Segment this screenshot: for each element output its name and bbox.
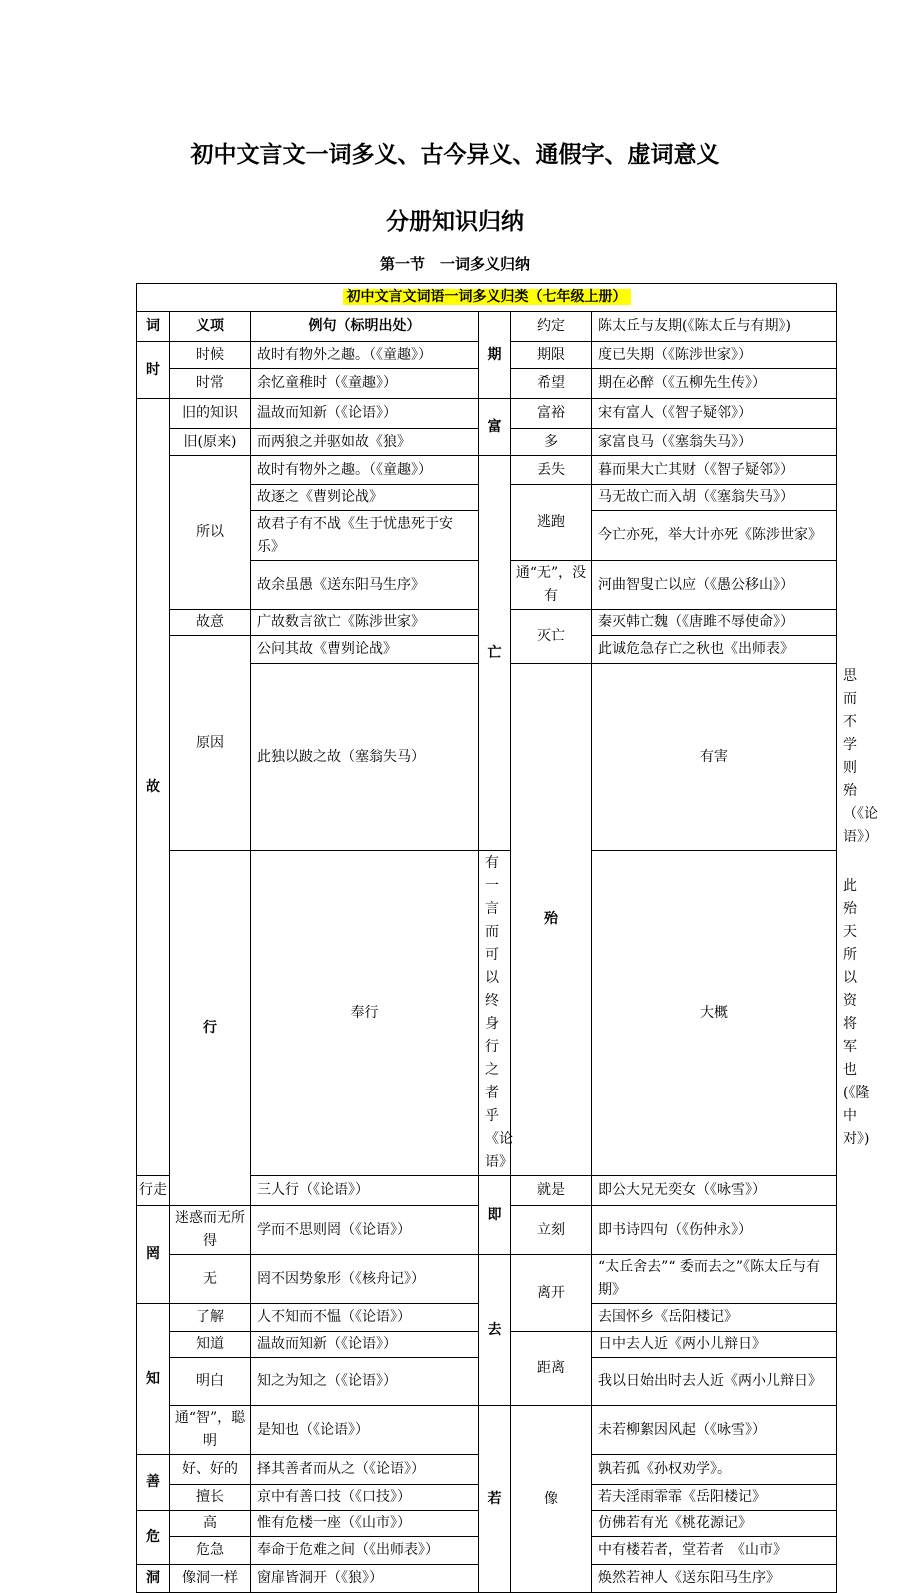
example-cell: 是知也（《论语》） <box>251 1406 479 1455</box>
meaning-cell: 旧(原来) <box>170 429 251 456</box>
example-cell: 罔不因势象形（《核舟记》） <box>251 1255 479 1304</box>
meaning-cell: 富裕 <box>511 399 592 429</box>
example-cell: 故余虽愚《送东阳马生序》 <box>251 561 479 610</box>
example-cell: 故时有物外之趣。（《童趣》） <box>251 342 479 369</box>
example-cell: 余忆童稚时（《童趣》） <box>251 369 479 399</box>
meaning-cell: 就是 <box>511 1176 592 1206</box>
meaning-cell: 时常 <box>170 369 251 399</box>
meaning-cell: 旧的知识 <box>170 399 251 429</box>
word-cell: 期 <box>479 312 511 399</box>
meaning-cell: 丢失 <box>511 456 592 485</box>
example-cell: 温故而知新（《论语》） <box>251 1332 479 1358</box>
example-cell: 我以日始出时去人近《两小儿辩日》 <box>592 1358 837 1406</box>
example-cell: 即书诗四句（《伤仲永》） <box>592 1206 837 1255</box>
word-cell: 富 <box>479 399 511 456</box>
meaning-cell: 灭亡 <box>511 610 592 664</box>
document-title: 初中文言文一词多义、古今异义、通假字、虚词意义 <box>190 142 720 168</box>
meaning-cell: 好、好的 <box>170 1455 251 1485</box>
meaning-cell: 明白 <box>170 1358 251 1406</box>
meaning-cell: 擅长 <box>170 1485 251 1511</box>
example-cell: 暮而果大亡其财（《智子疑邻》） <box>592 456 837 485</box>
example-cell: 此诚危急存亡之秋也《出师表》 <box>592 636 837 664</box>
meaning-cell: 通“智”，聪明 <box>170 1406 251 1455</box>
word-cell: 时 <box>137 342 170 399</box>
example-cell: 此独以跛之故（塞翁失马） <box>251 664 479 851</box>
example-cell: 度已失期（《陈涉世家》） <box>592 342 837 369</box>
example-cell: 京中有善口技（《口技》） <box>251 1485 479 1511</box>
meaning-cell: 原因 <box>170 636 251 851</box>
meaning-cell: 知道 <box>170 1332 251 1358</box>
example-cell: 有一言而可以终身行之者乎《论语》 <box>479 851 511 1176</box>
example-cell: 窗扉皆洞开（《狼》） <box>251 1565 479 1593</box>
example-cell: 期在必醉（《五柳先生传》） <box>592 369 837 399</box>
table-row: 此独以跛之故（塞翁失马） 殆 有害 思而不学则殆（《论语》） <box>137 664 837 851</box>
table-row <box>137 1255 837 1304</box>
meaning-cell: 逃跑 <box>511 485 592 561</box>
meaning-cell: 所以 <box>170 456 251 610</box>
polysemy-table <box>136 283 879 1593</box>
document-subtitle: 分册知识归纳 <box>386 209 524 235</box>
meaning-cell: 通“无”，没有 <box>511 561 592 610</box>
meaning-cell: 时候 <box>170 342 251 369</box>
example-cell: 择其善者而从之（《论语》） <box>251 1455 479 1485</box>
table-row <box>137 312 837 342</box>
meaning-cell: 像洞一样 <box>170 1565 251 1593</box>
example-cell: 故时有物外之趣。（《童趣》） <box>251 456 479 485</box>
example-cell: 河曲智叟亡以应（《愚公移山》） <box>592 561 837 610</box>
example-cell: 故君子有不战《生于忧患死于安乐》 <box>251 511 479 561</box>
word-cell: 知 <box>137 1304 170 1455</box>
example-cell: 马无故亡而入胡（《塞翁失马》） <box>592 485 837 511</box>
example-cell: 三人行（《论语》） <box>251 1176 479 1206</box>
example-cell: 今亡亦死，举大计亦死《陈涉世家》 <box>592 511 837 561</box>
example-cell: 焕然若神人《送东阳马生序》 <box>592 1565 837 1593</box>
meaning-cell: 高 <box>170 1511 251 1537</box>
word-cell: 若 <box>479 1406 511 1593</box>
example-cell: 家富良马（《塞翁失马》） <box>592 429 837 456</box>
header-example: 例句（标明出处） <box>251 312 479 342</box>
meaning-cell: 大概 <box>592 851 837 1176</box>
example-cell: 去国怀乡《岳阳楼记》 <box>592 1304 837 1332</box>
meaning-cell: 多 <box>511 429 592 456</box>
meaning-cell: 离开 <box>511 1255 592 1332</box>
word-cell: 行 <box>170 851 251 1206</box>
table-row <box>137 456 837 485</box>
meaning-cell: 危急 <box>170 1537 251 1565</box>
meaning-cell: 了解 <box>170 1304 251 1332</box>
section-heading: 第一节 一词多义归纳 <box>379 255 530 273</box>
meaning-cell: 故意 <box>170 610 251 636</box>
example-cell: 即公大兄无奕女（《咏雪》） <box>592 1176 837 1206</box>
example-cell: 学而不思则罔（《论语》） <box>251 1206 479 1255</box>
header-word: 词 <box>137 312 170 342</box>
table-caption-cell <box>137 284 837 312</box>
meaning-cell: 立刻 <box>511 1206 592 1255</box>
meaning-cell: 希望 <box>511 369 592 399</box>
meaning-cell: 奉行 <box>251 851 479 1176</box>
table-caption: 初中文言文词语一词多义归类（七年级上册） <box>343 289 631 305</box>
table-row: 行 奉行 有一言而可以终身行之者乎《论语》 大概 此殆天所以资将军也(《隆中对》) <box>137 851 837 1176</box>
meaning-cell: 约定 <box>511 312 592 342</box>
word-cell: 即 <box>479 1176 511 1255</box>
meaning-cell: 像 <box>511 1406 592 1593</box>
example-cell: 惟有危楼一座（《山市》） <box>251 1511 479 1537</box>
example-cell: 知之为知之（《论语》） <box>251 1358 479 1406</box>
word-cell: 亡 <box>479 456 511 851</box>
example-cell: 而两狼之并驱如故《狼》 <box>251 429 479 456</box>
table-row <box>137 399 837 429</box>
meaning-cell: 迷惑而无所得 <box>170 1206 251 1255</box>
word-cell: 善 <box>137 1455 170 1511</box>
meaning-cell: 有害 <box>592 664 837 851</box>
header-meaning: 义项 <box>170 312 251 342</box>
word-cell: 罔 <box>137 1206 170 1304</box>
meaning-cell: 期限 <box>511 342 592 369</box>
example-cell: 陈太丘与友期(《陈太丘与有期》) <box>592 312 837 342</box>
meaning-cell: 距离 <box>511 1332 592 1406</box>
example-cell: 宋有富人（《智子疑邻》） <box>592 399 837 429</box>
example-cell: 日中去人近《两小儿辩日》 <box>592 1332 837 1358</box>
example-cell: 仿佛若有光《桃花源记》 <box>592 1511 837 1537</box>
word-cell: 洞 <box>137 1565 170 1593</box>
example-cell: 孰若孤《孙权劝学》。 <box>592 1455 837 1485</box>
example-cell: 若夫淫雨霏霏《岳阳楼记》 <box>592 1485 837 1511</box>
example-cell: 人不知而不愠（《论语》） <box>251 1304 479 1332</box>
word-cell: 殆 <box>511 664 592 1176</box>
example-cell: 未若柳絮因风起（《咏雪》） <box>592 1406 837 1455</box>
example-cell: 广故数言欲亡《陈涉世家》 <box>251 610 479 636</box>
example-cell: 奉命于危难之间（《出师表》） <box>251 1537 479 1565</box>
meaning-cell: 行走 <box>137 1176 170 1206</box>
word-cell: 故 <box>137 399 170 1176</box>
word-cell: 去 <box>479 1255 511 1406</box>
table-row <box>137 1406 837 1455</box>
example-cell: 温故而知新（《论语》） <box>251 399 479 429</box>
example-cell: 公问其故《曹刿论战》 <box>251 636 479 664</box>
example-cell: 秦灭韩亡魏（《唐雎不辱使命》） <box>592 610 837 636</box>
example-cell: 中有楼若者，堂若者 《山市》 <box>592 1537 837 1565</box>
meaning-cell: 无 <box>170 1255 251 1304</box>
example-cell: “太丘舍去”“ 委而去之”《陈太丘与有期》 <box>592 1255 837 1304</box>
example-cell: 故逐之《曹刿论战》 <box>251 485 479 511</box>
word-cell: 危 <box>137 1511 170 1565</box>
